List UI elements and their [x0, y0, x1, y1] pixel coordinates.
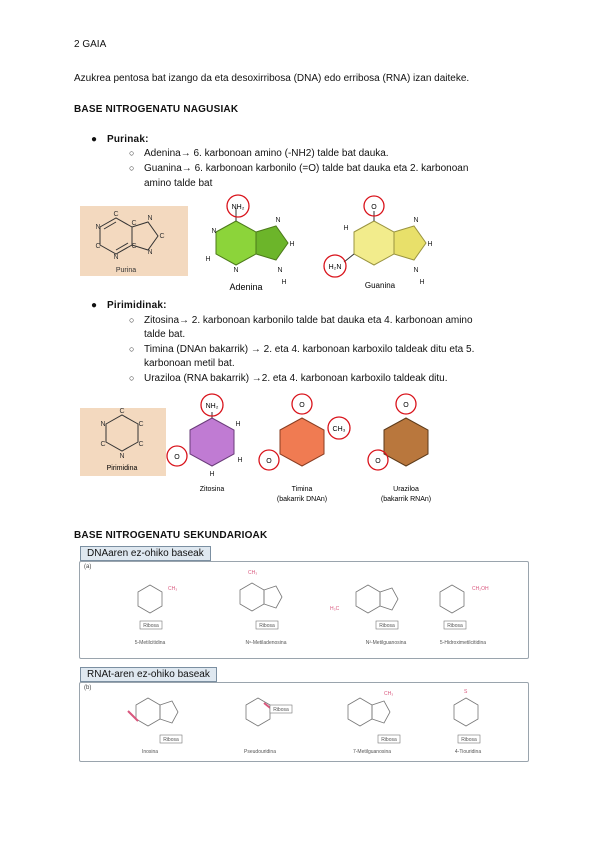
bullet-circle: ○: [129, 315, 135, 325]
svg-text:N: N: [113, 254, 119, 261]
bullet-circle: ○: [129, 344, 135, 354]
svg-text:N: N: [275, 217, 281, 224]
rna-caption-4: 4-Tiouridina: [454, 749, 482, 755]
svg-text:NH₂: NH₂: [205, 403, 219, 410]
svg-text:O: O: [299, 402, 305, 409]
dna-caption-1: 5-Metilcitidina: [134, 640, 166, 646]
svg-text:N: N: [147, 215, 153, 222]
uraziloa-ring: [384, 418, 428, 466]
purine-item-guanina-cont: amino talde bat: [144, 178, 213, 189]
guanina-ring-5: [394, 226, 426, 260]
svg-text:C: C: [131, 220, 137, 227]
svg-text:C: C: [113, 211, 119, 218]
svg-text:C: C: [131, 243, 137, 250]
svg-text:Ribosa: Ribosa: [381, 737, 397, 743]
dna-caption-2: N⁶-Metiladenosina: [245, 640, 287, 646]
svg-text:O: O: [375, 458, 381, 465]
guanina-ring: [354, 221, 394, 265]
svg-text:C: C: [138, 441, 144, 448]
adenina-ring: [216, 221, 256, 265]
panel-tag-b: (b): [84, 685, 92, 691]
svg-text:Ribosa: Ribosa: [259, 623, 275, 629]
guanina-label: Guanina: [364, 281, 396, 290]
purines-label: Purinak:: [107, 134, 149, 145]
svg-text:H: H: [289, 241, 295, 248]
svg-text:H: H: [205, 256, 211, 263]
svg-text:CH₃: CH₃: [384, 691, 394, 697]
timina-note: (bakarrik DNAn): [276, 496, 328, 503]
svg-text:H: H: [419, 279, 425, 286]
svg-text:O: O: [174, 454, 180, 461]
bullet-circle: ○: [129, 163, 135, 173]
svg-text:N: N: [147, 249, 153, 256]
rna-caption-3: 7-Metilguanosina: [352, 749, 392, 755]
svg-text:H: H: [281, 279, 287, 286]
rna-caption-2: Pseudouridina: [244, 749, 276, 755]
svg-text:Ribosa: Ribosa: [461, 737, 477, 743]
svg-text:Ribosa: Ribosa: [163, 737, 179, 743]
svg-text:Ribosa: Ribosa: [143, 623, 159, 629]
timina-ring: [280, 418, 324, 466]
svg-text:N: N: [413, 267, 419, 274]
svg-text:S: S: [464, 689, 468, 695]
svg-text:H: H: [209, 471, 215, 478]
svg-text:CH₃: CH₃: [332, 426, 346, 433]
bullet-dot: ●: [91, 300, 98, 311]
uraziloa-note: (bakarrik RNAn): [380, 496, 432, 503]
svg-text:Ribosa: Ribosa: [447, 623, 463, 629]
panel-tag-a: (a): [84, 564, 92, 570]
pyrimidine-item-zitosina: Zitosina→ 2. karbonoan karbonilo talde bat dauka eta 4. karbonoan amino: [144, 315, 473, 326]
svg-text:C: C: [159, 233, 165, 240]
rna-bases-panel: [79, 682, 529, 762]
svg-text:C: C: [138, 421, 144, 428]
svg-text:Ribosa: Ribosa: [379, 623, 395, 629]
purina-panel: [80, 206, 188, 276]
bullet-dot: ●: [91, 134, 98, 145]
svg-text:N: N: [119, 453, 125, 460]
svg-text:N: N: [413, 217, 419, 224]
svg-text:H: H: [427, 241, 433, 248]
svg-text:C: C: [95, 243, 101, 250]
svg-text:O: O: [266, 458, 272, 465]
svg-text:H₃C: H₃C: [330, 606, 340, 612]
pyrimidine-item-uraziloa: Uraziloa (RNA bakarrik) →2. eta 4. karbonoan karboxilo taldeak ditu.: [144, 373, 448, 384]
zitosina-ring: [190, 418, 234, 466]
svg-text:N: N: [211, 228, 217, 235]
svg-text:N: N: [100, 421, 106, 428]
bullet-circle: ○: [129, 148, 135, 158]
svg-text:H₂N: H₂N: [328, 264, 342, 271]
pyrimidine-item-zitosina-cont: talde bat.: [144, 329, 186, 340]
intro-paragraph: Azukrea pentosa bat izango da eta desoxirribosa (DNA) edo erribosa (RNA) izan daiteke.: [74, 73, 470, 84]
svg-text:CH₂OH: CH₂OH: [472, 586, 489, 592]
svg-text:H: H: [343, 225, 349, 232]
svg-text:H: H: [235, 421, 241, 428]
svg-text:Ribosa: Ribosa: [273, 707, 289, 713]
timina-label: Timina: [291, 486, 313, 493]
svg-text:C: C: [119, 408, 125, 415]
svg-text:NH₂: NH₂: [231, 204, 245, 211]
pyrimidine-item-timina: Timina (DNAn bakarrik) → 2. eta 4. karbonoan karboxilo taldeak ditu eta 5.: [144, 344, 475, 355]
svg-text:N: N: [95, 224, 101, 231]
adenina-ring-5: [256, 226, 288, 260]
svg-text:H: H: [237, 457, 243, 464]
svg-text:N: N: [277, 267, 283, 274]
svg-text:CH₃: CH₃: [168, 586, 178, 592]
chapter-heading: 2 GAIA: [74, 39, 107, 50]
zitosina-label: Zitosina: [199, 486, 225, 493]
pyrimidine-structures-figure: [78, 390, 458, 510]
dna-bases-panel: [79, 561, 529, 659]
rna-caption-1: Inosina: [141, 749, 159, 755]
purine-item-adenina: Adenina→ 6. karbonoan amino (-NH2) talde bat dauka.: [144, 148, 389, 159]
purine-item-guanina: Guanina→ 6. karbonoan karbonilo (=O) talde bat dauka eta 2. karbonoan: [144, 163, 469, 174]
pyrimidine-item-timina-cont: karbonoan metil bat.: [144, 358, 235, 369]
section-title-main-bases: BASE NITROGENATU NAGUSIAK: [74, 104, 239, 115]
svg-text:O: O: [403, 402, 409, 409]
dna-caption-4: 5-Hidroximetilcitidina: [439, 640, 487, 646]
adenina-label: Adenina: [229, 282, 263, 292]
uraziloa-label: Uraziloa: [393, 486, 419, 493]
svg-text:C: C: [100, 441, 106, 448]
dna-box-label: DNAaren ez-ohiko baseak: [80, 546, 211, 561]
purine-structures-figure: [78, 192, 538, 296]
svg-text:O: O: [371, 204, 377, 211]
pirimidina-label: Pirimidina: [106, 465, 138, 472]
pyrimidines-label: Pirimidinak:: [107, 300, 167, 311]
section-title-secondary-bases: BASE NITROGENATU SEKUNDARIOAK: [74, 530, 268, 541]
svg-text:CH₃: CH₃: [248, 570, 258, 576]
purina-label: Purina: [115, 267, 137, 274]
bullet-circle: ○: [129, 373, 135, 383]
rna-box-label: RNAt-aren ez-ohiko baseak: [80, 667, 217, 682]
svg-text:N: N: [233, 267, 239, 274]
dna-caption-3: N²-Metilguanosina: [365, 640, 407, 646]
